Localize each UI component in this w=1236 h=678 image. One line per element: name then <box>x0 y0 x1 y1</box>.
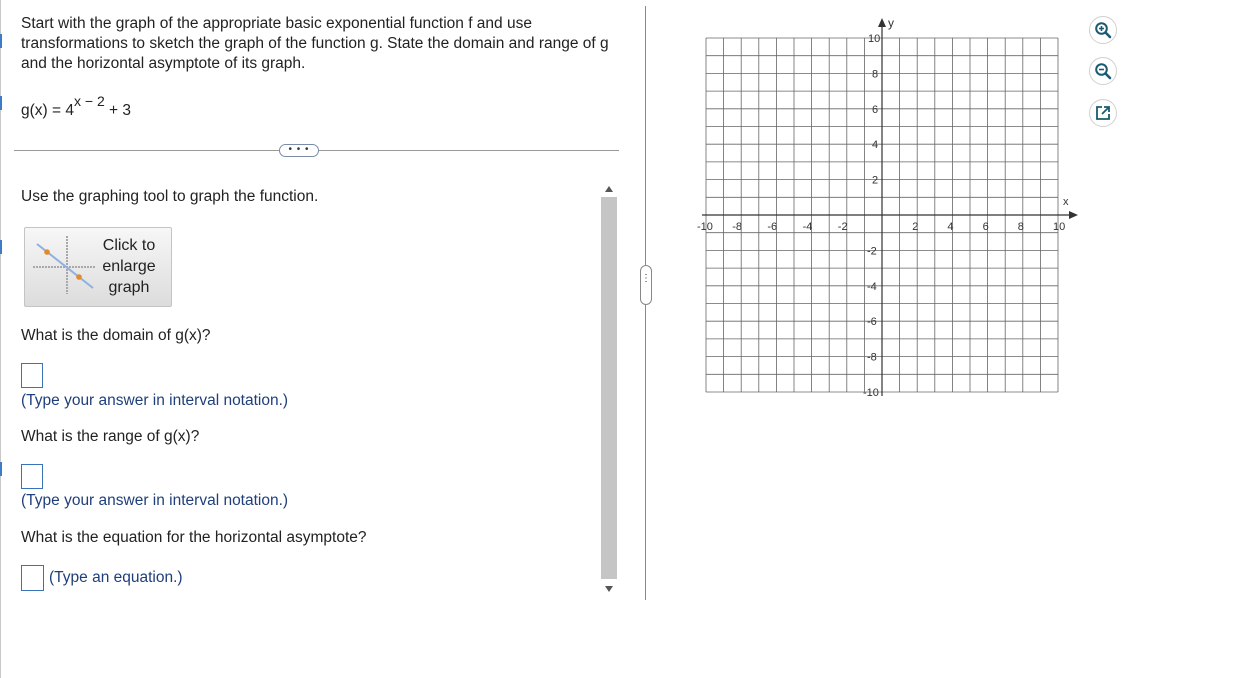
coordinate-grid[interactable] <box>690 12 1090 404</box>
y-tick-label: -6 <box>867 316 877 329</box>
scrollbar-thumb[interactable] <box>601 197 617 579</box>
y-tick-label: -4 <box>867 280 877 293</box>
graph-instruction: Use the graphing tool to graph the function. <box>21 188 319 205</box>
function-exponent: x − 2 <box>73 93 105 109</box>
zoom-in-button[interactable] <box>1089 16 1117 44</box>
range-question: What is the range of g(x)? <box>21 428 200 445</box>
asymptote-hint: (Type an equation.) <box>49 569 183 586</box>
question-text: Start with the graph of the appropriate basic exponential function f and use transformations to sketch the graph of the function g. State the domain and range of g and the horizontal asymptote of its graph. <box>21 15 609 72</box>
range-answer-input[interactable] <box>21 464 43 489</box>
x-tick-label: 2 <box>912 221 919 233</box>
x-tick-label: 4 <box>947 221 954 233</box>
zoom-in-icon <box>1094 21 1112 39</box>
x-tick-label: 8 <box>1017 221 1024 233</box>
enlarge-graph-button[interactable] <box>24 227 172 307</box>
popout-icon <box>1094 104 1112 122</box>
x-tick-label: -6 <box>767 221 778 233</box>
y-tick-label: -8 <box>867 351 877 364</box>
pane-splitter-handle[interactable]: ⋮ <box>640 265 652 305</box>
x-axis-label: x <box>1063 196 1069 208</box>
y-tick-label: -10 <box>863 387 879 399</box>
left-marker <box>0 96 2 110</box>
y-tick-label: 6 <box>872 103 879 116</box>
scroll-down-arrow-icon[interactable] <box>601 582 617 596</box>
y-tick-label: 2 <box>872 174 879 187</box>
left-marker <box>0 34 2 48</box>
left-marker <box>0 240 2 254</box>
function-lhs: g(x) = 4 <box>21 102 74 120</box>
enlarge-graph-label: Click to enlarge graph <box>102 237 156 296</box>
zoom-out-button[interactable] <box>1089 57 1117 85</box>
function-definition <box>21 93 132 120</box>
left-marker <box>0 462 2 476</box>
graph-thumbnail-icon <box>31 234 97 296</box>
x-tick-label: -8 <box>732 221 742 233</box>
asymptote-answer-input[interactable] <box>21 565 44 591</box>
domain-question: What is the domain of g(x)? <box>21 327 211 344</box>
y-axis-arrow-icon <box>878 18 886 27</box>
scroll-up-arrow-icon[interactable] <box>601 182 617 196</box>
y-tick-label: 10 <box>868 33 881 45</box>
range-hint: (Type your answer in interval notation.) <box>21 492 289 509</box>
asymptote-question: What is the equation for the horizontal asymptote? <box>21 529 367 546</box>
x-tick-label: -2 <box>837 221 848 233</box>
x-tick-label: 10 <box>1053 221 1066 233</box>
y-tick-label: -2 <box>867 245 877 258</box>
zoom-out-icon <box>1094 62 1112 80</box>
x-tick-label: -10 <box>697 221 713 233</box>
domain-hint: (Type your answer in interval notation.) <box>21 392 289 409</box>
x-tick-label: -4 <box>802 221 813 233</box>
x-axis-arrow-icon <box>1069 211 1078 219</box>
expand-more-button[interactable]: • • • <box>279 144 319 157</box>
y-axis-label: y <box>888 16 894 30</box>
function-tail: + 3 <box>104 102 132 120</box>
popout-button[interactable] <box>1089 99 1117 127</box>
y-tick-label: 4 <box>872 139 879 152</box>
x-tick-label: 6 <box>982 221 989 233</box>
y-tick-label: 8 <box>872 68 879 81</box>
domain-answer-input[interactable] <box>21 363 43 388</box>
